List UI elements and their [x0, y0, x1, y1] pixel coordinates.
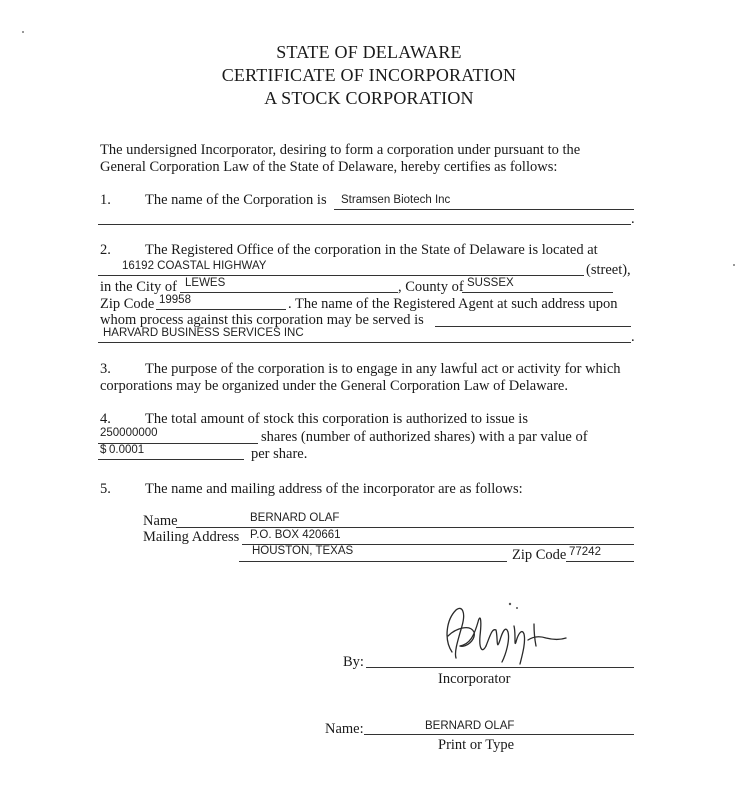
street-label: (street), [586, 262, 631, 278]
par-suffix: per share. [251, 446, 308, 462]
agent-line-1 [435, 326, 631, 327]
item-4-number: 4. [100, 411, 111, 427]
document-title: STATE OF DELAWARE [276, 42, 462, 62]
agent-text: . The name of the Registered Agent at such address upon [288, 296, 618, 312]
mailing-address-line-1: P.O. BOX 420661 [250, 529, 341, 541]
zip-label: Zip Code [100, 296, 155, 312]
print-or-type-label: Print or Type [438, 737, 515, 753]
document-subtitle: CERTIFICATE OF INCORPORATION [221, 65, 517, 85]
shares-value: 250000000 [100, 427, 158, 439]
signature-line [366, 667, 634, 668]
incorporator-name-value: BERNARD OLAF [250, 512, 340, 524]
par-value: 0.0001 [109, 444, 145, 456]
scan-speck [22, 31, 24, 33]
zip-value: 19958 [159, 294, 191, 306]
incorporator-zip-line [566, 561, 634, 562]
intro-line-1: The undersigned Incorporator, desiring to form a corporation under pursuant to the [100, 142, 581, 158]
item-3-number: 3. [100, 361, 111, 377]
incorporator-zip-value: 77242 [569, 546, 601, 558]
handwritten-signature [430, 596, 570, 668]
item-5-number: 5. [100, 481, 111, 497]
document-subtitle-2: A STOCK CORPORATION [264, 88, 474, 108]
agent-line-2 [98, 342, 631, 343]
agent-text-2: whom process against this corporation may be served is [100, 312, 424, 328]
print-name-value: BERNARD OLAF [425, 720, 515, 732]
item-3-line-2: corporations may be organized under the General Corporation Law of Delaware. [100, 378, 568, 394]
mailing-address-underline-2 [239, 561, 507, 562]
scan-speck [733, 264, 735, 266]
item-2-end: . [631, 329, 635, 345]
city-value: LEWES [185, 277, 226, 289]
item-5-label: The name and mailing address of the incorporator are as follows: [145, 481, 523, 497]
item-1-number: 1. [100, 192, 111, 208]
county-value: SUSSEX [467, 277, 514, 289]
county-label: , County of [398, 279, 464, 295]
corporation-name-line-2 [98, 224, 631, 225]
incorporator-name-label: Name [143, 513, 178, 529]
incorporator-name-line [176, 527, 634, 528]
city-line [180, 292, 398, 293]
mailing-address-line-2: HOUSTON, TEXAS [252, 545, 354, 557]
shares-text: shares (number of authorized shares) with a par value of [261, 429, 588, 445]
incorporator-zip-label: Zip Code [512, 547, 567, 563]
by-label: By: [343, 654, 364, 670]
incorporator-role-label: Incorporator [438, 671, 511, 687]
street-value: 16192 COASTAL HIGHWAY [122, 260, 267, 272]
corporation-name-line [334, 209, 634, 210]
mailing-address-label: Mailing Address [143, 529, 240, 545]
street-line [98, 275, 584, 276]
county-line [462, 292, 613, 293]
city-label: in the City of [100, 279, 177, 295]
item-3-line-1: The purpose of the corporation is to engage in any lawful act or activity for which [145, 361, 621, 377]
par-prefix: $ [100, 444, 107, 456]
agent-value: HARVARD BUSINESS SERVICES INC [103, 327, 304, 339]
intro-line-2: General Corporation Law of the State of Delaware, hereby certifies as follows: [100, 159, 558, 175]
par-line [98, 459, 244, 460]
print-name-label: Name: [325, 721, 364, 737]
item-1-label: The name of the Corporation is [145, 192, 327, 208]
item-1-end: . [631, 211, 635, 227]
item-4-label: The total amount of stock this corporation is authorized to issue is [145, 411, 528, 427]
corporation-name-value: Stramsen Biotech Inc [341, 194, 451, 206]
print-name-line [364, 734, 634, 735]
item-2-label: The Registered Office of the corporation in the State of Delaware is located at [145, 242, 598, 258]
zip-line [156, 309, 286, 310]
item-2-number: 2. [100, 242, 111, 258]
